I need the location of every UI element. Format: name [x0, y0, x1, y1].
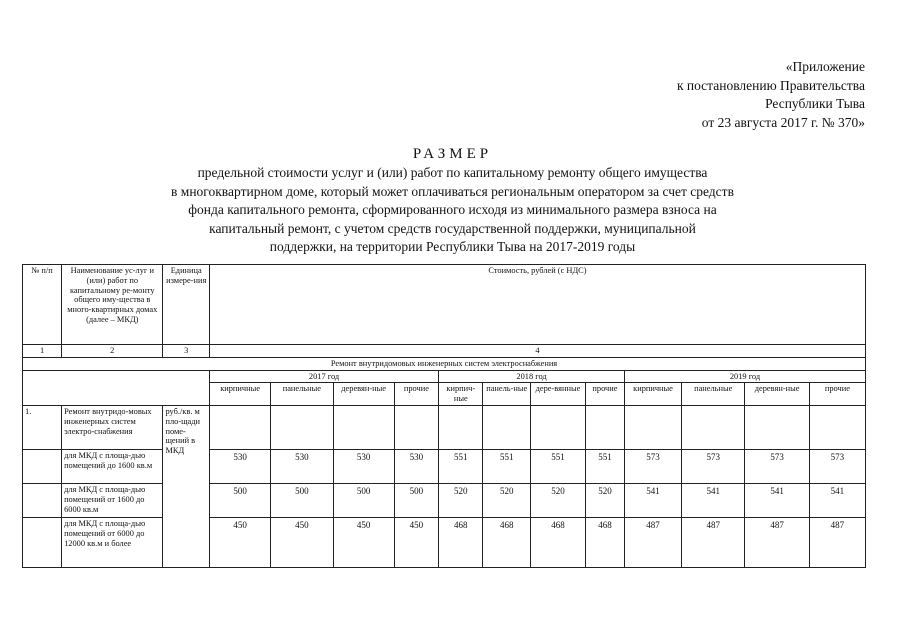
wall-type-header: кирпич-ные: [439, 383, 483, 406]
table-row: [23, 483, 866, 517]
cost-value: 573: [625, 449, 682, 483]
empty-cell: [23, 517, 62, 567]
wall-type-header: деревян-ные: [745, 383, 809, 406]
column-number: 3: [163, 345, 209, 358]
subtitle-line: поддержки, на территории Республики Тыва на 2017-2019 годы: [269, 239, 636, 254]
cost-value: 541: [682, 483, 745, 517]
empty-cell: [394, 405, 438, 449]
table-row: [23, 517, 866, 567]
empty-cell: [333, 405, 394, 449]
subtitle-line: предельной стоимости услуг и (или) работ по капитальному ремонту общего имущества: [197, 165, 708, 180]
cost-value: 487: [745, 517, 809, 567]
cost-value: 450: [271, 517, 333, 567]
empty-cell: [531, 405, 586, 449]
column-numbers-row: [23, 345, 866, 358]
cost-table: [22, 264, 866, 568]
cost-value: 468: [483, 517, 531, 567]
row-number: 1.: [23, 405, 62, 449]
document-title: РАЗМЕР: [412, 146, 493, 162]
wall-type-header: прочие: [809, 383, 865, 406]
empty-cell: [745, 405, 809, 449]
cost-value: 468: [531, 517, 586, 567]
cost-value: 450: [394, 517, 438, 567]
cost-value: 500: [333, 483, 394, 517]
wall-type-header: деревян-ные: [333, 383, 394, 406]
empty-cell: [23, 483, 62, 517]
year-2018: 2018 год: [439, 370, 625, 383]
cost-value: 520: [483, 483, 531, 517]
wall-type-header: кирпичные: [209, 383, 270, 406]
cost-value: 468: [585, 517, 624, 567]
empty-cell: [439, 405, 483, 449]
cost-value: 450: [333, 517, 394, 567]
cost-value: 500: [209, 483, 270, 517]
cost-value: 530: [209, 449, 270, 483]
appendix-line-3: Республики Тыва: [765, 96, 865, 111]
subtitle-line: в многоквартирном доме, который может оплачиваться региональным оператором за счет средств: [171, 183, 734, 199]
cost-value: 500: [394, 483, 438, 517]
header-unit: Единица измере-ния: [163, 265, 209, 345]
table-header-row: [23, 265, 866, 345]
empty-cell: [483, 405, 531, 449]
cost-value: 551: [483, 449, 531, 483]
cost-value: 487: [625, 517, 682, 567]
subtitle-line: фонда капитального ремонта, сформированного исходя из минимального размера взноса на: [188, 202, 717, 217]
empty-cell: [809, 405, 865, 449]
wall-type-header: дере-вянные: [531, 383, 586, 406]
cost-value: 551: [439, 449, 483, 483]
row-title: Ремонт внутридо-мовых инженерных систем электро-снабжения: [62, 405, 163, 449]
table-row: [23, 449, 866, 483]
cost-value: 573: [809, 449, 865, 483]
cost-value: 468: [439, 517, 483, 567]
table-row: [23, 405, 866, 449]
section-title: Ремонт внутридомовых инженерных систем электроснабжения: [23, 357, 866, 370]
wall-type-header: кирпичные: [625, 383, 682, 406]
cost-value: 487: [682, 517, 745, 567]
blank-cell: [23, 370, 210, 405]
cost-value: 487: [809, 517, 865, 567]
cost-value: 573: [682, 449, 745, 483]
empty-cell: [271, 405, 333, 449]
cost-value: 520: [585, 483, 624, 517]
document-subtitle: [90, 164, 815, 257]
cost-value: 541: [745, 483, 809, 517]
cost-value: 541: [625, 483, 682, 517]
cost-value: 520: [439, 483, 483, 517]
cost-value: 573: [745, 449, 809, 483]
appendix-line-2: к постановлению Правительства: [676, 77, 865, 93]
row-label: для МКД с площа-дью помещений от 1600 до 6000 кв.м: [62, 483, 163, 517]
row-label: для МКД с площа-дью помещений до 1600 кв.м: [62, 449, 163, 483]
wall-type-header: панель-ные: [483, 383, 531, 406]
cost-value: 551: [585, 449, 624, 483]
cost-value: 500: [271, 483, 333, 517]
cost-value: 541: [809, 483, 865, 517]
appendix-block: [677, 58, 865, 132]
wall-type-header: прочие: [394, 383, 438, 406]
cost-value: 551: [531, 449, 586, 483]
empty-cell: [209, 405, 270, 449]
year-2017: 2017 год: [209, 370, 438, 383]
years-row: [23, 370, 866, 383]
year-2019: 2019 год: [625, 370, 866, 383]
appendix-line-1: «Приложение: [785, 59, 865, 74]
column-number: 1: [23, 345, 62, 358]
subtitle-line: капитальный ремонт, с учетом средств государственной поддержки, муниципальной: [209, 220, 696, 236]
cost-value: 530: [271, 449, 333, 483]
empty-cell: [585, 405, 624, 449]
wall-type-header: панельные: [682, 383, 745, 406]
empty-cell: [682, 405, 745, 449]
empty-cell: [625, 405, 682, 449]
section-row: [23, 357, 866, 370]
empty-cell: [23, 449, 62, 483]
cost-value: 520: [531, 483, 586, 517]
appendix-line-4: от 23 августа 2017 г. № 370»: [701, 114, 865, 130]
unit-cell: руб./кв. м пло-щади поме-щений в МКД: [163, 405, 209, 567]
header-name: Наименование ус-луг и (или) работ по капитальному ре-монту общего иму-щества в много-квартирных домах (далее – МКД): [62, 265, 163, 345]
cost-value: 530: [394, 449, 438, 483]
cost-value: 450: [209, 517, 270, 567]
column-number: 4: [209, 345, 865, 358]
wall-type-header: прочие: [585, 383, 624, 406]
header-cost: Стоимость, рублей (с НДС): [209, 265, 865, 345]
cost-value: 530: [333, 449, 394, 483]
row-label: для МКД с площа-дью помещений от 6000 до 12000 кв.м и более: [62, 517, 163, 567]
wall-type-header: панельные: [271, 383, 333, 406]
header-num: № п/п: [23, 265, 62, 345]
column-number: 2: [62, 345, 163, 358]
